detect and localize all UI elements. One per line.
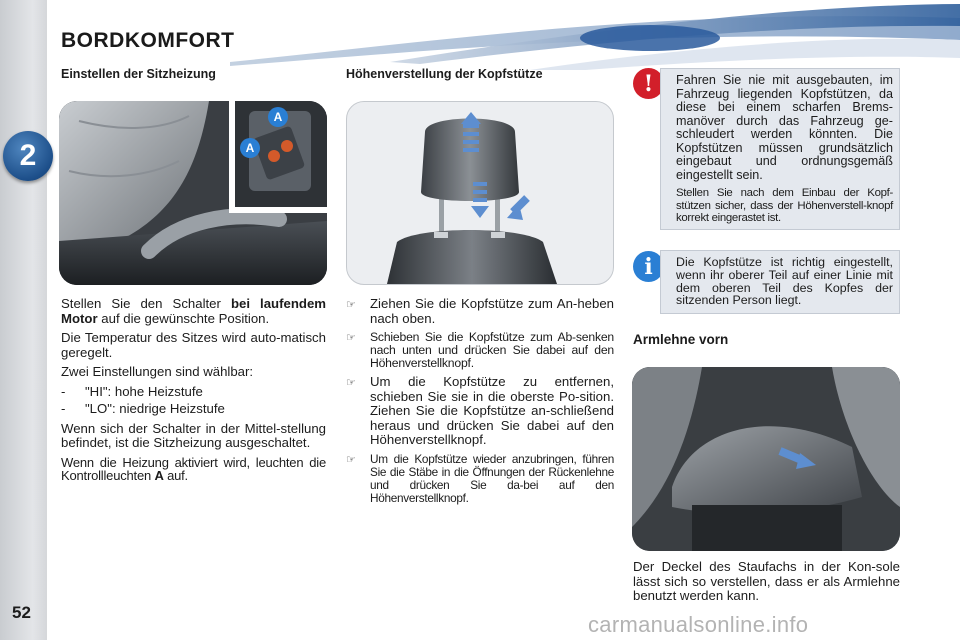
list-item [346, 297, 614, 326]
list-item [346, 453, 614, 505]
bold-text: bei laufendem Motor [61, 296, 327, 326]
warning-box [660, 68, 900, 230]
label-a-marker: A [268, 107, 288, 127]
seat-heating-text [61, 297, 326, 487]
armrest-title: Armlehne vorn [633, 332, 729, 347]
bullet-hand-icon: ☞ [346, 453, 356, 466]
list-item-text: Um die Kopfstütze wieder anzubringen, führen Sie die Stäbe in die Öffnungen der Rückenlehne und drücken Sie da-bei auf den Höhenverstellknopf. [370, 451, 614, 505]
text: Wenn die Heizung aktiviert wird, leuchten die Kontrollleuchten [61, 454, 326, 483]
list-item [346, 375, 614, 448]
chapter-badge: 2 [3, 131, 53, 181]
list-item-text: Um die Kopfstütze zu entfernen, schieben Sie sie in die oberste Po-sition. Ziehen Sie die Kopfstütze an-schließend heraus und drücken Sie dabei auf den Höhenverstellknopf. [370, 374, 614, 447]
armrest-photo [632, 367, 900, 551]
header-swoosh-decoration [230, 0, 960, 70]
seat-heating-photo [59, 101, 327, 285]
armrest-text: Der Deckel des Staufachs in der Kon-sole lässt sich so verstellen, dass er als Armlehne benutzt werden kann. [633, 559, 900, 603]
text: Stellen Sie den Schalter [61, 296, 231, 311]
paragraph: Zwei Einstellungen sind wählbar: [61, 364, 254, 379]
bullet-hand-icon: ☞ [346, 377, 356, 389]
label-a-marker: A [240, 138, 260, 158]
warning-text: Fahren Sie nie mit ausgebauten, im Fahrzeug liegenden Kopfstützen, da diese bei einem scharfen Brems-manöver durch das Fahrzeug ge-schleudert werden könnten. Die Kopfstützen müssen grundsätzlich eingebaut und ordnungsgemäß eingestellt sein. [676, 73, 893, 182]
chapter-sidebar [0, 0, 47, 640]
page-title: BORDKOMFORT [61, 29, 235, 52]
list-item-text: "LO": niedrige Heizstufe [85, 401, 225, 416]
list-item-text: "HI": hohe Heizstufe [85, 383, 203, 399]
list-item: - "LO": niedrige Heizstufe [61, 401, 225, 416]
headrest-title: Höhenverstellung der Kopfstütze [346, 67, 543, 81]
seat-heating-title: Einstellen der Sitzheizung [61, 67, 216, 81]
warning-note: Stellen Sie nach dem Einbau der Kopf-stützen sicher, dass der Höhenverstell-knopf korrekt eingerastet ist. [676, 187, 893, 224]
info-box [660, 250, 900, 314]
list-item-text: Schieben Sie die Kopfstütze zum Ab-senken nach unten und drücken Sie dabei auf den Höhenverstellknopf. [370, 330, 614, 370]
paragraph: Wenn sich der Schalter in der Mittel-stellung befindet, ist die Sitzheizung ausgeschaltet. [61, 420, 326, 450]
paragraph [61, 456, 326, 482]
watermark: carmanualsonline.info [588, 612, 809, 637]
seat-heating-illustration [59, 101, 327, 285]
page-number: 52 [12, 603, 31, 622]
paragraph: Die Temperatur des Sitzes wird auto-matisch geregelt. [61, 330, 326, 360]
headrest-photo [346, 101, 614, 285]
info-icon: i [633, 251, 664, 282]
list-item [346, 331, 614, 370]
text: auf die gewünschte Position. [97, 310, 270, 326]
headrest-illustration [347, 102, 613, 284]
list-item: - "HI": hohe Heizstufe [61, 383, 203, 399]
paragraph [61, 297, 326, 326]
exclamation-icon: ! [633, 68, 664, 99]
armrest-illustration [632, 367, 900, 551]
bold-text: A [154, 467, 164, 483]
headrest-instructions [346, 297, 614, 510]
text: auf. [163, 467, 188, 483]
bullet-hand-icon: ☞ [346, 299, 356, 311]
bullet-hand-icon: ☞ [346, 332, 356, 344]
info-text: Die Kopfstütze ist richtig eingestellt, wenn ihr oberer Teil auf einer Linie mit dem oberen Teil des Kopfes der sitzenden Person liegt. [676, 255, 893, 308]
list-item-text: Ziehen Sie die Kopfstütze zum An-heben nach oben. [370, 296, 614, 326]
